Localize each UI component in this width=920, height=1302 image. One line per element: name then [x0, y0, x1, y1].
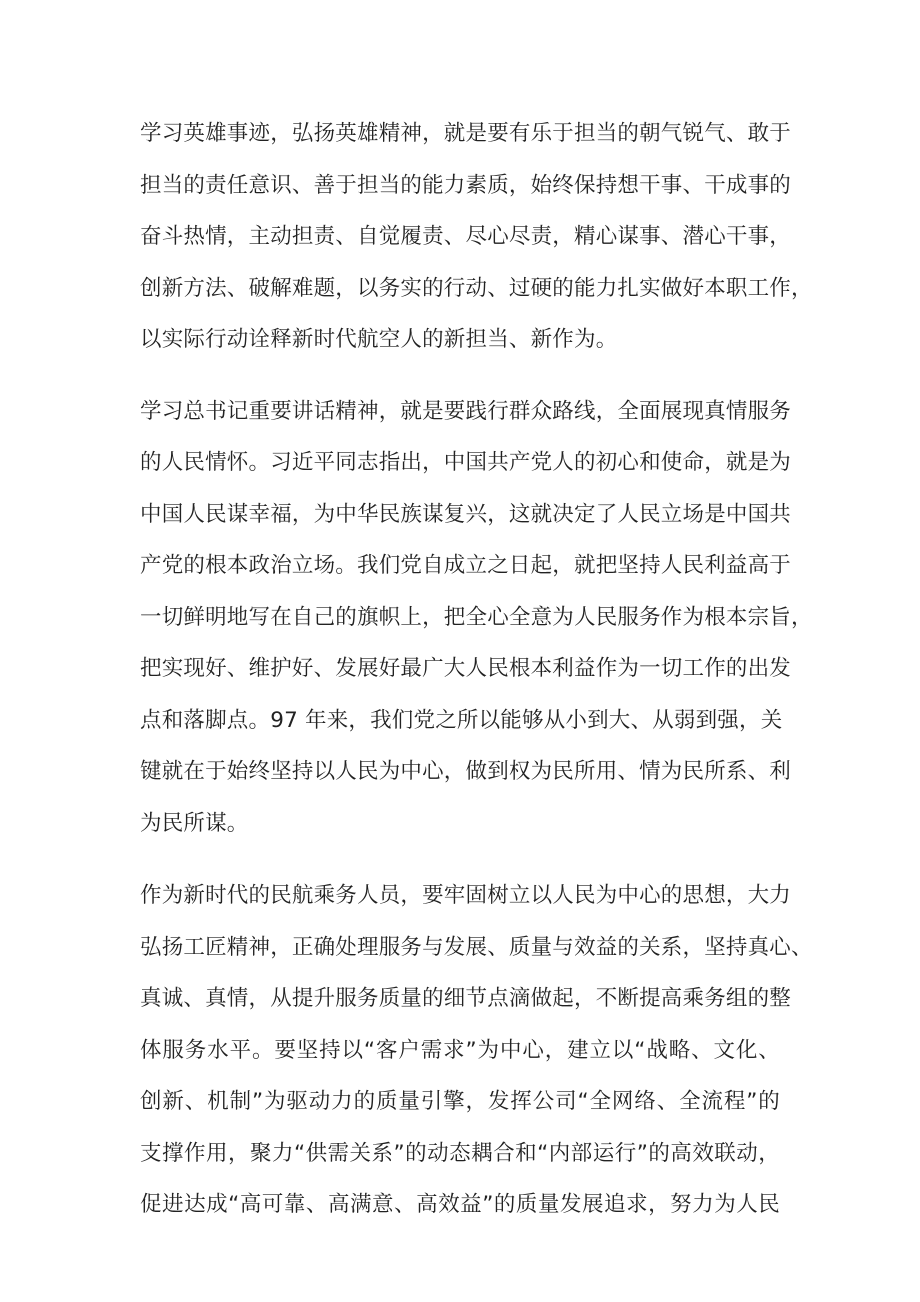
paragraph-heroes	[140, 108, 813, 366]
text-line: 奋斗热情，主动担责、自觉履责、尽心尽责，精心谋事、潜心干事，	[140, 224, 792, 249]
text-line: 学习英雄事迹，弘扬英雄精神，就是要有乐于担当的朝气锐气、敢于	[140, 121, 792, 146]
text-line: 以实际行动诠释新时代航空人的新担当、新作为。	[140, 327, 618, 352]
paragraph-people-centered	[140, 386, 813, 850]
text-line: 的人民情怀。习近平同志指出，中国共产党人的初心和使命，就是为	[140, 450, 792, 475]
text-line: 创新、机制”为驱动力的质量引擎，发挥公司“全网络、全流程”的	[140, 1089, 780, 1114]
text-line: 学习总书记重要讲话精神，就是要践行群众路线，全面展现真情服务	[140, 398, 792, 424]
text-line: 为民所谋。	[140, 810, 249, 836]
text-line: 产党的根本政治立场。我们党自成立之日起，就把坚持人民利益高于	[140, 553, 792, 578]
text-line: 把实现好、维护好、发展好最广大人民根本利益作为一切工作的出发	[140, 656, 792, 681]
paragraph-service-quality	[140, 870, 813, 1231]
text-line: 创新方法、破解难题，以务实的行动、过硬的能力扎实做好本职工作，	[140, 275, 813, 301]
text-line: 点和落脚点。97 年来，我们党之所以能够从小到大、从弱到强，关	[140, 707, 783, 733]
text-line: 担当的责任意识、善于担当的能力素质，始终保持想干事、干成事的	[140, 172, 792, 198]
text-line: 键就在于始终坚持以人民为中心，做到权为民所用、情为民所系、利	[140, 759, 792, 784]
text-line: 支撑作用，聚力“供需关系”的动态耦合和“内部运行”的高效联动，	[140, 1140, 780, 1166]
text-line: 作为新时代的民航乘务人员，要牢固树立以人民为中心的思想，大力	[140, 883, 792, 908]
text-line: 中国人民谋幸福，为中华民族谋复兴，这就决定了人民立场是中国共	[140, 501, 792, 527]
document-body	[140, 108, 813, 1231]
text-line: 体服务水平。要坚持以“客户需求”为中心，建立以“战略、文化、	[140, 1037, 780, 1063]
text-line: 一切鲜明地写在自己的旗帜上，把全心全意为人民服务作为根本宗旨，	[140, 604, 813, 630]
text-line: 弘扬工匠精神，正确处理服务与发展、质量与效益的关系，坚持真心、	[140, 934, 813, 960]
text-line: 促进达成“高可靠、高满意、高效益”的质量发展追求，努力为人民	[140, 1192, 780, 1217]
text-line: 真诚、真情，从提升服务质量的细节点滴做起，不断提高乘务组的整	[140, 986, 792, 1011]
